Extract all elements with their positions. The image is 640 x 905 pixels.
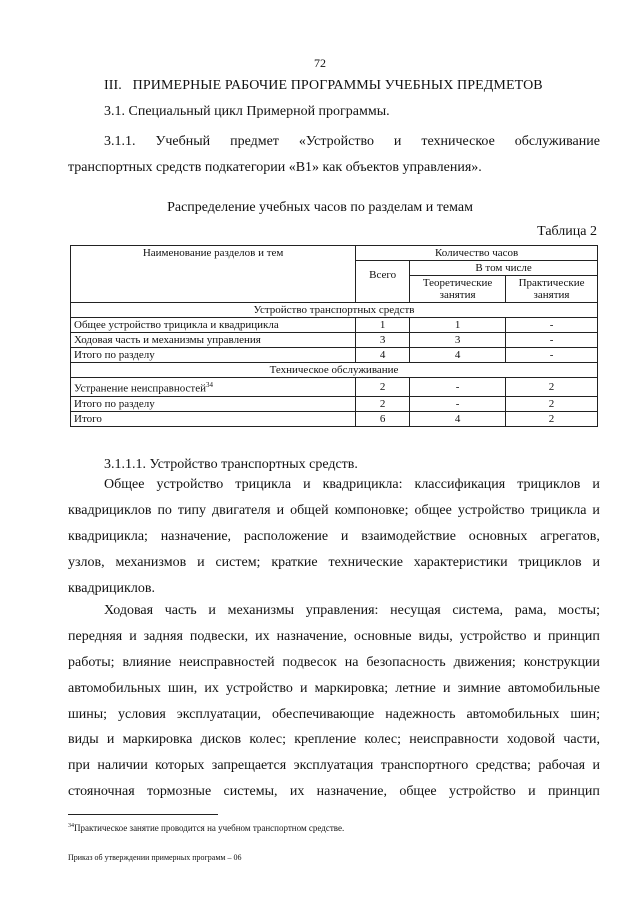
- row-practice: 2: [506, 396, 598, 411]
- row-total: 4: [356, 348, 410, 363]
- subject-line-2: транспортных средств подкатегории «B1» как объектов управления».: [68, 160, 482, 175]
- paragraph-line: автомобильных шин, их устройство и маркировка; летние и зимние автомобильные: [68, 680, 600, 696]
- row-theory: 4: [410, 411, 506, 426]
- paragraph-line: передняя и задняя подвески, их назначение, основные виды, устройство и принцип: [68, 628, 600, 644]
- subject-title: [68, 129, 600, 181]
- paragraph-line: стояночная тормозные системы, их назначение, общее устройство и принцип: [68, 784, 600, 800]
- row-total: 2: [356, 378, 410, 397]
- section-heading: III. ПРИМЕРНЫЕ РАБОЧИЕ ПРОГРАММЫ УЧЕБНЫХ ПРЕДМЕТОВ: [104, 78, 543, 93]
- row-name: Общее устройство трицикла и квадрицикла: [71, 318, 356, 333]
- paragraph-line: узлов, механизмов и систем; краткие технические характеристики трициклов и: [68, 554, 600, 570]
- header-name: Наименование разделов и тем: [71, 246, 356, 303]
- header-total: Всего: [356, 261, 410, 303]
- paragraph-line: квадрициклов.: [68, 580, 155, 596]
- subject-line-1: [68, 129, 600, 155]
- row-total: 6: [356, 411, 410, 426]
- page-number: 72: [314, 56, 326, 70]
- footnote-number: 34: [68, 823, 74, 829]
- header-practical: Практические занятия: [506, 276, 598, 303]
- header-quantity: Количество часов: [356, 246, 598, 261]
- row-practice: -: [506, 333, 598, 348]
- row-practice: 2: [506, 378, 598, 397]
- footnote-marker: 34: [205, 381, 213, 389]
- table-caption: Распределение учебных часов по разделам и темам: [167, 200, 473, 215]
- row-total: 1: [356, 318, 410, 333]
- paragraph-line: виды и маркировка дисков колес; крепление колес; неисправности ходовой части,: [68, 732, 600, 748]
- row-name: Устранение неисправностей$^{34}$: [71, 378, 356, 397]
- row-theory: 4: [410, 348, 506, 363]
- row-total: 3: [356, 333, 410, 348]
- subject-word: «Устройство: [298, 134, 374, 149]
- paragraph-chassis: [68, 598, 600, 805]
- subject-word: предмет: [230, 134, 279, 149]
- footnote-text: Практическое занятие проводится на учебном транспортном средстве.: [74, 823, 345, 833]
- subsection-title: 3.1. Специальный цикл Примерной программы.: [104, 104, 390, 119]
- table-row: [71, 348, 598, 363]
- paragraph-line: квадрициклов по типу двигателя и общей компоновке; общее устройство трицикла и: [68, 502, 600, 518]
- footnote: [68, 823, 344, 833]
- row-theory: 1: [410, 318, 506, 333]
- table-row: [71, 396, 598, 411]
- paragraph-line: при наличии которых запрещается эксплуатация транспортного средства; рабочая и: [68, 758, 600, 774]
- table-row: [71, 333, 598, 348]
- row-theory: -: [410, 396, 506, 411]
- section-row: Техническое обслуживание: [71, 363, 598, 378]
- hours-table: [70, 245, 598, 427]
- subject-word: и: [393, 134, 402, 149]
- row-practice: -: [506, 318, 598, 333]
- table-label: Таблица 2: [537, 224, 597, 239]
- subject-word: обслуживание: [514, 134, 600, 149]
- footnote-rule: [68, 814, 218, 815]
- paragraph-line: Ходовая часть и механизмы управления: несущая система, рама, мосты;: [104, 603, 600, 618]
- row-name: Итого по разделу: [71, 348, 356, 363]
- row-name: Ходовая часть и механизмы управления: [71, 333, 356, 348]
- paragraph-line: шины; условия эксплуатации, обеспечивающие надежность автомобильных шин;: [68, 706, 600, 722]
- topic-heading: 3.1.1.1. Устройство транспортных средств.: [104, 457, 358, 472]
- row-theory: -: [410, 378, 506, 397]
- paragraph-line: работы; влияние неисправностей подвесок на безопасность движения; конструкции: [68, 654, 600, 670]
- header-including: В том числе: [410, 261, 598, 276]
- row-total: 2: [356, 396, 410, 411]
- subject-word: Учебный: [155, 134, 211, 149]
- table-row: [71, 378, 598, 397]
- section-row: Устройство транспортных средств: [71, 303, 598, 318]
- paragraph-general-structure: [68, 472, 600, 601]
- row-practice: -: [506, 348, 598, 363]
- row-name: Итого: [71, 411, 356, 426]
- table-row: [71, 318, 598, 333]
- table-row: [71, 411, 598, 426]
- paragraph-line: Общее устройство трицикла и квадрицикла: классификация трициклов и: [104, 477, 600, 492]
- page-footer: Приказ об утверждении примерных программ – 06: [68, 853, 242, 862]
- row-name: Итого по разделу: [71, 396, 356, 411]
- subject-word: 3.1.1.: [104, 134, 136, 149]
- row-theory: 3: [410, 333, 506, 348]
- subject-word: техническое: [421, 134, 495, 149]
- paragraph-line: квадрицикла; назначение, расположение и взаимодействие основных агрегатов,: [68, 528, 600, 544]
- header-theoretical: Теоретические занятия: [410, 276, 506, 303]
- row-practice: 2: [506, 411, 598, 426]
